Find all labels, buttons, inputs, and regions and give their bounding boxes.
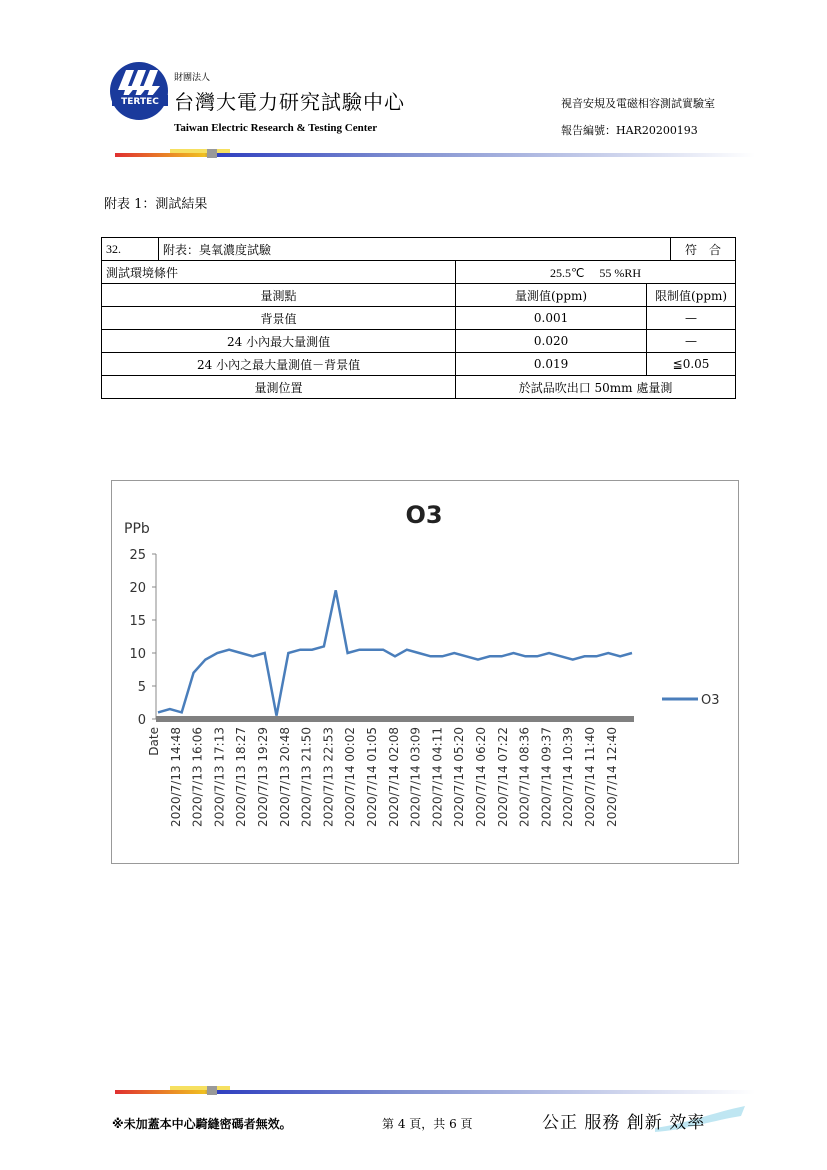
y-axis-label: PPb [124,521,150,537]
table-cell: 背景值 [102,307,456,330]
x-tick-label: 2020/7/14 05:20 [452,727,467,827]
position-value: 於試品吹出口 50mm 處量測 [456,376,736,399]
o3-chart-frame [111,480,739,864]
y-tick-label: 15 [129,614,146,629]
table-cell: — [647,307,736,330]
x-tick-label: 2020/7/14 12:40 [604,727,619,827]
table-row [102,353,736,376]
header-cell: 量測點 [102,284,456,307]
table-row [102,330,736,353]
y-tick-label: 25 [129,548,146,563]
table-cell: 0.019 [456,353,647,376]
x-tick-label: 2020/7/14 08:36 [517,727,532,827]
results-table [101,237,736,399]
x-tick-label: 2020/7/14 01:05 [365,727,379,827]
x-tick-label: 2020/7/13 14:48 [168,727,183,827]
report-number: 報告編號：HAR20200193 [561,124,698,137]
table-row [102,238,736,261]
logo-text: TERTEC [121,97,159,107]
o3-chart [112,481,738,863]
legend-label: O3 [701,693,720,708]
y-tick-label: 5 [137,680,146,695]
table-cell: 24 小內最大量測值 [102,330,456,353]
x-tick-label: 2020/7/14 04:11 [430,727,445,827]
header-cell: 限制值(ppm) [647,284,736,307]
x-tick-label: 2020/7/13 22:53 [321,727,336,827]
x-tick-label: 2020/7/14 09:37 [539,727,554,827]
table-row [102,376,736,399]
header-divider [115,149,755,158]
x-tick-label: 2020/7/13 21:50 [299,727,314,827]
y-tick-label: 0 [137,713,146,728]
lightning-logo-icon [110,62,170,122]
table-cell: 0.001 [456,307,647,330]
item-number: 32. [102,238,159,261]
x-tick-label: 2020/7/13 17:13 [212,727,227,827]
table-cell: ≦0.05 [647,353,736,376]
motto: 公正 服務 創新 效率 [542,1113,706,1133]
table-row [102,261,736,284]
x-tick-label: 2020/7/14 06:20 [474,727,488,827]
appendix-caption: 附表 1：測試結果 [104,197,208,212]
x-axis-band [156,716,634,722]
x-tick-label: 2020/7/14 02:08 [386,727,401,827]
x-tick-label: 2020/7/13 16:06 [190,727,205,827]
table-cell: 24 小內之最大量測值－背景值 [102,353,456,376]
env-label: 測試環境條件 [102,261,456,284]
y-tick-label: 20 [129,581,146,596]
org-english-name: Taiwan Electric Research & Testing Center [174,122,378,134]
org-small-text: 財團法人 [174,73,211,83]
footer-divider [115,1086,755,1095]
env-value: 25.5℃ 55 %RH [456,261,736,284]
table-cell: 0.020 [456,330,647,353]
x-tick-label: 2020/7/13 19:29 [256,727,270,827]
table-row [102,307,736,330]
lab-name: 視音安規及電磁相容測試實驗室 [561,97,715,110]
y-tick-label: 10 [129,647,146,662]
item-title: 附表：臭氧濃度試驗 [159,238,671,261]
x-axis-label: Date [147,727,161,756]
x-tick-label: 2020/7/14 03:09 [408,727,423,827]
org-name: 台灣大電力研究試驗中心 [174,90,405,114]
x-tick-label: 2020/7/13 20:48 [277,727,292,827]
x-tick-label: 2020/7/14 00:02 [343,727,358,827]
x-tick-label: 2020/7/14 07:22 [495,727,510,827]
position-label: 量測位置 [102,376,456,399]
seal-notice: ※未加蓋本中心騎縫密碼者無效。 [112,1117,292,1131]
chart-title: O3 [405,501,443,529]
verdict: 符 合 [671,238,736,261]
table-row [102,284,736,307]
x-tick-label: 2020/7/13 18:27 [234,727,249,827]
x-tick-label: 2020/7/14 11:40 [583,727,597,827]
table-cell: — [647,330,736,353]
header-cell: 量測值(ppm) [456,284,647,307]
x-tick-label: 2020/7/14 10:39 [561,727,576,827]
o3-series-line [158,590,632,715]
page-number: 第 4 頁，共 6 頁 [382,1117,473,1131]
